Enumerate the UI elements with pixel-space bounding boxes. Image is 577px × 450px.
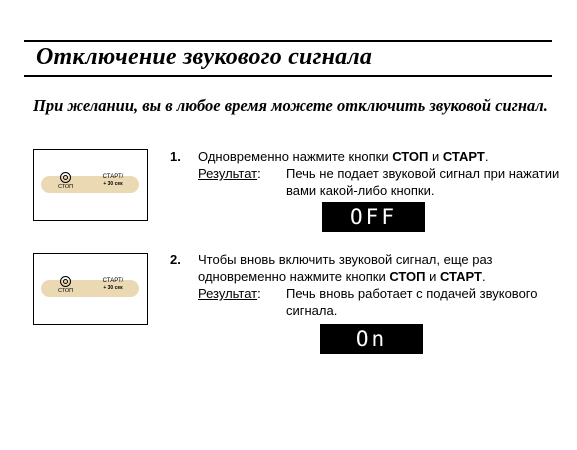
start-button-label — [98, 174, 128, 188]
control-panel-illustration-1 — [33, 149, 148, 221]
title-rule-bottom — [24, 75, 552, 77]
display-on: On — [320, 324, 423, 354]
result-label — [198, 165, 261, 182]
start-label-text: СТАРТ/ — [102, 278, 124, 284]
instruction-text: Чтобы вновь включить звуковой сигнал, еще раз одновременно нажмите кнопки — [198, 252, 493, 284]
step-number: 1. — [170, 149, 181, 164]
result-label-text: Результат — [198, 166, 258, 181]
start-button-label — [98, 278, 128, 292]
stop-key-name: СТОП — [389, 269, 426, 284]
conjunction: и — [428, 149, 443, 164]
control-panel-illustration-2 — [33, 253, 148, 325]
stop-button-label: СТОП — [58, 184, 74, 190]
title-rule-top — [24, 40, 552, 42]
start-key-name: СТАРТ — [442, 149, 485, 164]
start-label-sub: + 30 сек — [103, 181, 123, 187]
start-key-name: СТАРТ — [439, 269, 482, 284]
result-text: Печь не подает звуковой сигнал при нажатии вами какой-либо кнопки. — [286, 166, 560, 198]
result-text: Печь вновь работает с подачей звукового сигнала. — [286, 286, 538, 318]
start-label-text: СТАРТ/ — [102, 174, 124, 180]
page-title: Отключение звукового сигнала — [36, 44, 373, 70]
instruction-end: . — [484, 149, 489, 164]
result-label-text: Результат — [198, 286, 258, 301]
result-label — [198, 285, 261, 302]
result-label-sep: : — [257, 286, 261, 301]
step-instruction — [198, 251, 568, 285]
stop-key-name: СТОП — [392, 149, 429, 164]
stop-button-label: СТОП — [58, 288, 74, 294]
result-label-sep: : — [257, 166, 261, 181]
step-number: 2. — [170, 252, 181, 267]
step-instruction — [198, 148, 568, 165]
instruction-end: . — [481, 269, 486, 284]
start-label-sub: + 30 сек — [103, 285, 123, 291]
intro-text: При желании, вы в любое время можете отключить звуковой сигнал. — [33, 96, 548, 115]
display-off: OFF — [322, 202, 425, 232]
instruction-text: Одновременно нажмите кнопки — [198, 149, 393, 164]
stop-icon — [60, 172, 71, 183]
stop-icon — [60, 276, 71, 287]
conjunction: и — [425, 269, 440, 284]
